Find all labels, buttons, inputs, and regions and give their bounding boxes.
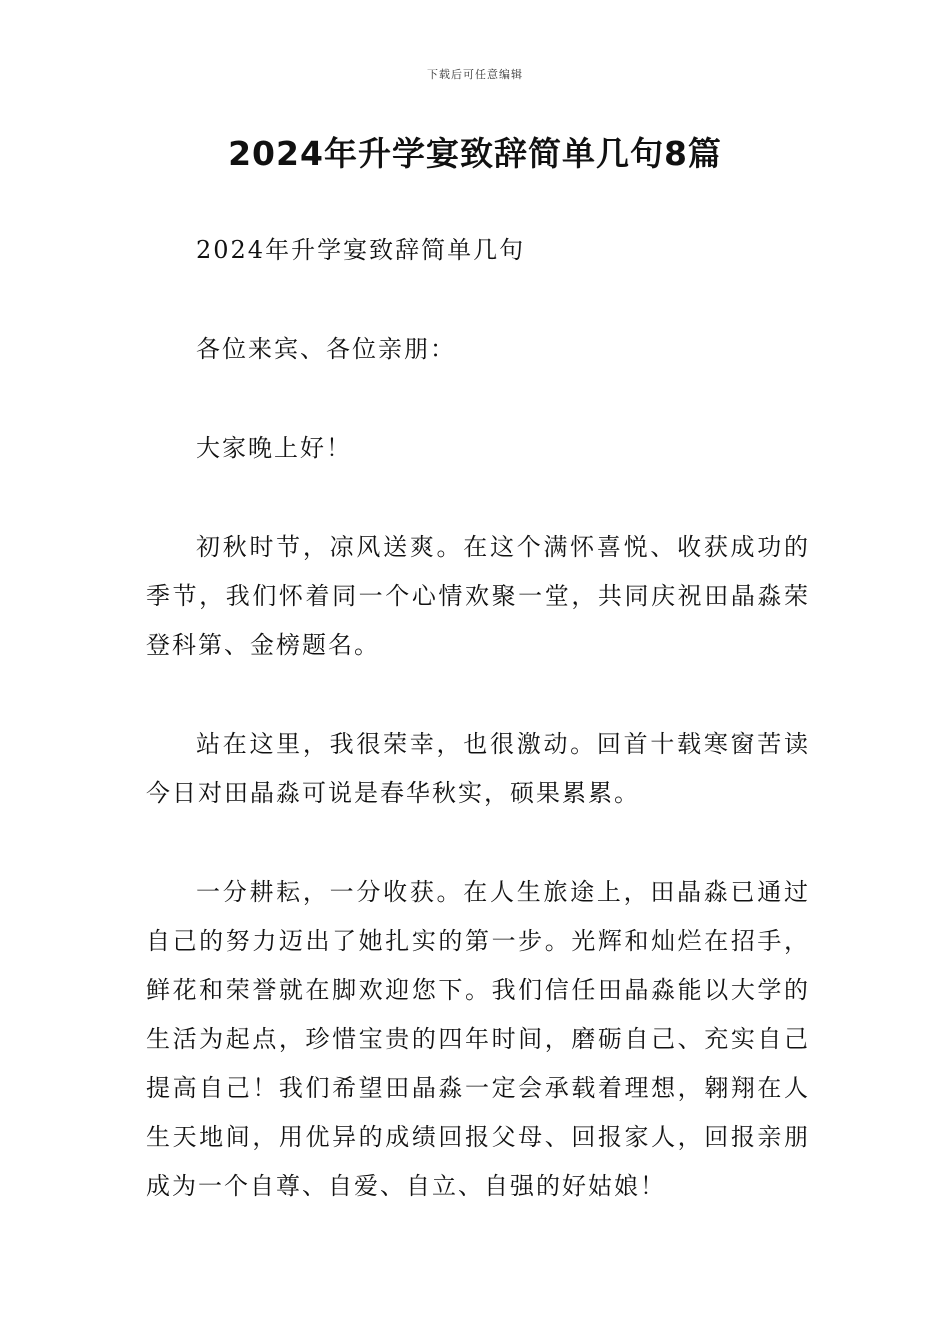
- paragraph-body: 初秋时节，凉风送爽。在这个满怀喜悦、收获成功的季节，我们怀着同一个心情欢聚一堂，共同庆祝田晶淼荣登科第、金榜题名。: [146, 533, 810, 659]
- paragraph-salutation: 各位来宾、各位亲朋：: [196, 335, 456, 363]
- paragraph-subtitle: 2024年升学宴致辞简单几句: [196, 236, 526, 264]
- document-body: [146, 226, 810, 1261]
- paragraph-body: 站在这里，我很荣幸，也很激动。回首十载寒窗苦读今日对田晶淼可说是春华秋实，硕果累累。: [146, 730, 810, 807]
- header-note: 下载后可任意编辑: [427, 68, 523, 81]
- paragraph-body: 一分耕耘，一分收获。在人生旅途上，田晶淼已通过自己的努力迈出了她扎实的第一步。光辉和灿烂在招手，鲜花和荣誉就在脚欢迎您下。我们信任田晶淼能以大学的生活为起点，珍惜宝贵的四年时间，磨砺自己、充实自己提高自己！我们希望田晶淼一定会承载着理想，翱翔在人生天地间，用优异的成绩回报父母、回报家人，回报亲朋成为一个自尊、自爱、自立、自强的好姑娘！: [146, 878, 810, 1200]
- paragraph-greeting: 大家晚上好！: [196, 434, 352, 462]
- document-title: 2024年升学宴致辞简单几句8篇: [228, 134, 722, 173]
